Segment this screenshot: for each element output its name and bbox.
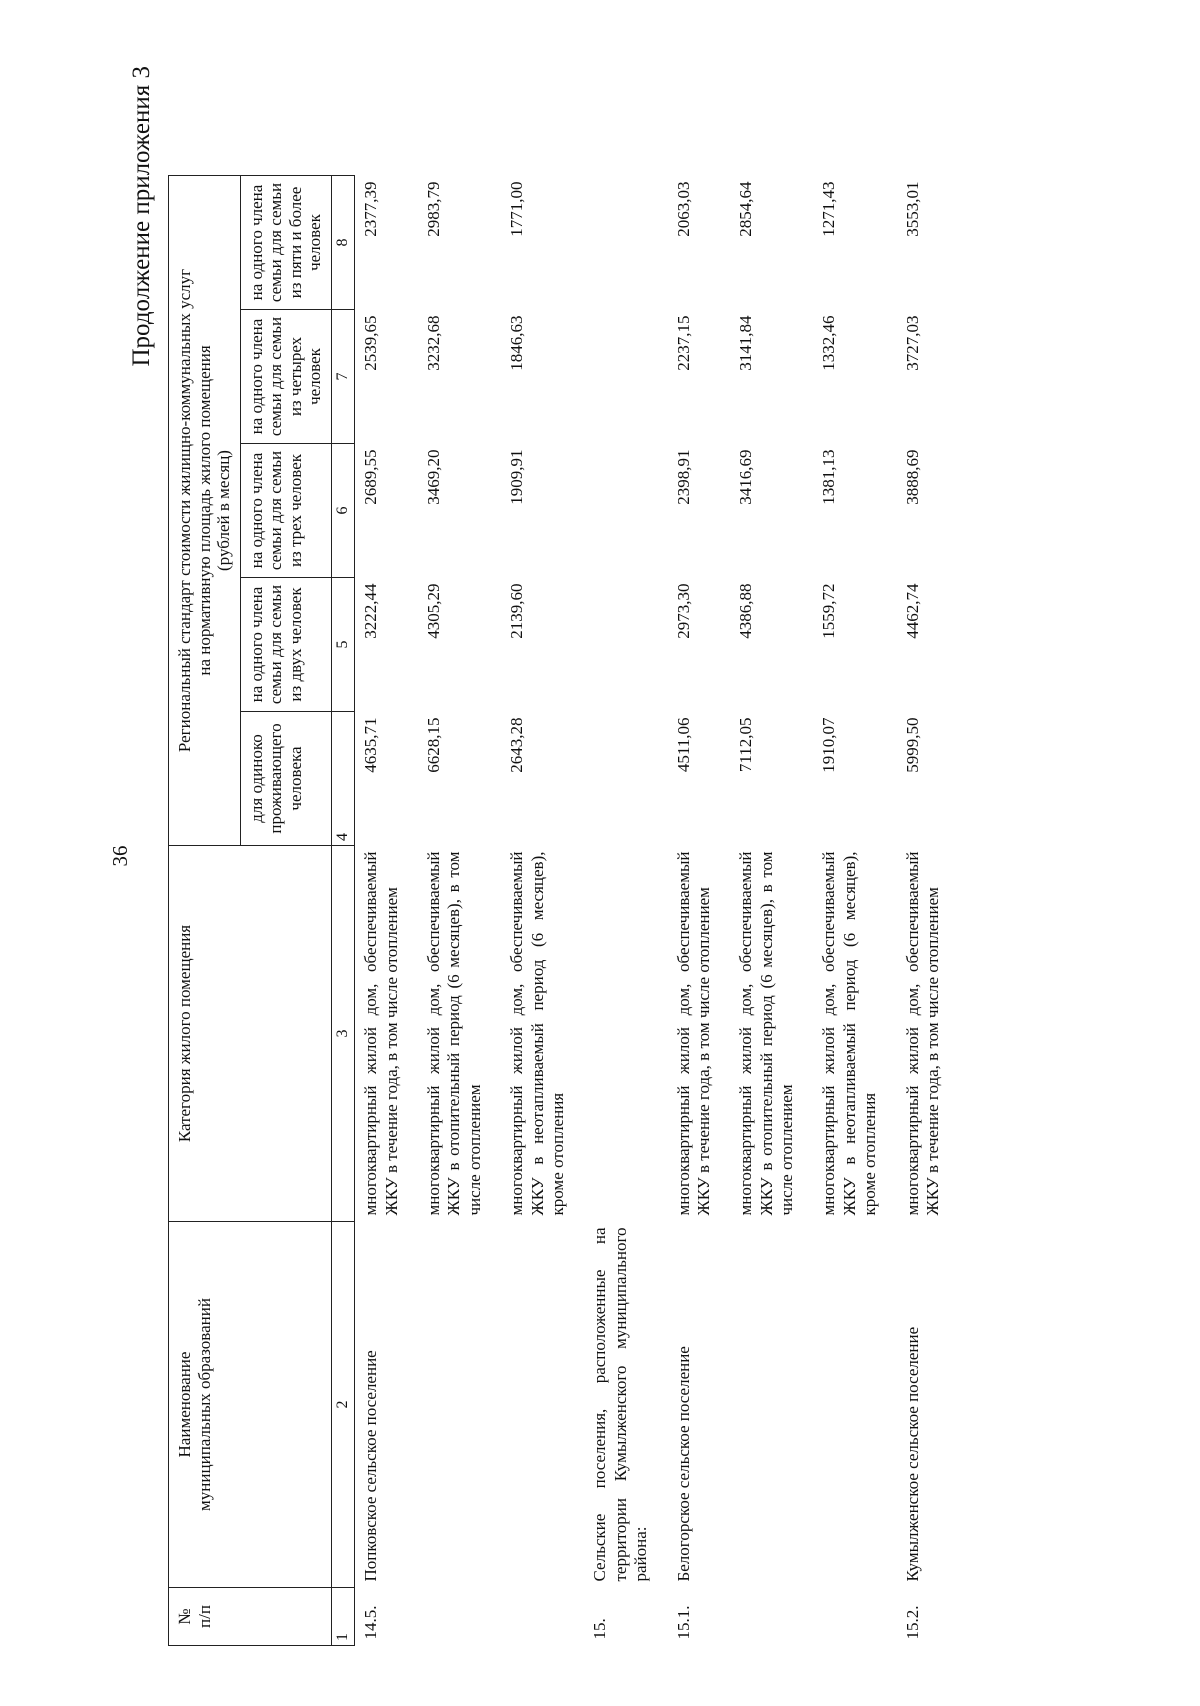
- row-number: [418, 1588, 501, 1646]
- housing-category: многоквартирный жилой дом, обеспечиваемый ЖКУ в отопительный период (6 месяцев), в том числе отоплением: [736, 851, 797, 1216]
- column-number-row: [331, 176, 354, 1646]
- value-single: 2643,28: [507, 717, 527, 773]
- row-number: [730, 1588, 813, 1646]
- row-number: [501, 1588, 584, 1646]
- value-family-4: 3727,03: [902, 315, 922, 371]
- value-family-4: 1332,46: [819, 315, 839, 371]
- municipality-name: Попковское сельское поселение: [361, 1350, 381, 1582]
- column-number: 8: [331, 176, 354, 310]
- value-family-5plus: 3553,01: [902, 181, 922, 237]
- municipality-name: Кумылженское сельское поселение: [902, 1326, 922, 1582]
- value-family-3: 3888,69: [902, 449, 922, 505]
- value-family-2: 3222,44: [361, 583, 381, 639]
- column-number: 2: [331, 1222, 354, 1588]
- table-row: [897, 176, 952, 1646]
- housing-category: [584, 846, 667, 1222]
- header-row-top: [169, 176, 241, 1646]
- housing-category: многоквартирный жилой дом, обеспечиваемый ЖКУ в отопительный период (6 месяцев), в том числе отоплением: [424, 851, 484, 1216]
- housing-category: многоквартирный жилой дом, обеспечиваемый ЖКУ в неотапливаемый период (6 месяцев), кроме отопления: [819, 851, 880, 1216]
- header-category: Категория жилого помещения: [169, 846, 332, 1222]
- column-number: 3: [331, 846, 354, 1222]
- header-family-5plus: на одного члена семьи для семьи из пяти и более человек: [240, 176, 331, 310]
- header-number: № п/п: [169, 1588, 332, 1646]
- value-family-3: 2689,55: [361, 449, 381, 505]
- value-family-3: 1909,91: [507, 449, 527, 505]
- value-family-4: 3141,84: [736, 315, 756, 371]
- table-row: [813, 176, 896, 1646]
- municipality-name: Белогорское сельское поселение: [673, 1346, 693, 1582]
- table-row: [355, 176, 418, 1646]
- header-family-2: на одного члена семьи для семьи из двух человек: [240, 578, 331, 712]
- table-row-section: [584, 176, 667, 1646]
- table-row: [501, 176, 584, 1646]
- value-family-4: 2539,65: [361, 315, 381, 371]
- value-family-4: 1846,63: [507, 315, 527, 371]
- municipality-name: [418, 1222, 501, 1588]
- header-family-4: на одного члена семьи для семьи из четырех человек: [240, 310, 331, 444]
- housing-category: многоквартирный жилой дом, обеспечиваемый ЖКУ в течение года, в том числе отоплением: [361, 851, 401, 1216]
- value-family-4: [584, 310, 667, 444]
- header-standard-group: Региональный стандарт стоимости жилищно-коммунальных услуг на нормативную площадь жилого помещения (рублей в месяц): [169, 176, 241, 846]
- column-number: 1: [331, 1588, 354, 1646]
- header-single: для одиноко проживающего человека: [240, 712, 331, 846]
- value-family-2: 4386,88: [736, 583, 756, 639]
- value-family-2: 4305,29: [424, 583, 443, 639]
- value-single: 4635,71: [361, 717, 381, 773]
- value-family-5plus: 2983,79: [424, 181, 443, 237]
- housing-category: многоквартирный жилой дом, обеспечиваемый ЖКУ в течение года, в том числе отоплением: [673, 851, 713, 1216]
- value-family-2: 4462,74: [902, 583, 922, 639]
- value-single: 7112,05: [736, 717, 756, 773]
- value-family-5plus: 2854,64: [736, 181, 756, 237]
- municipality-name: [730, 1222, 813, 1588]
- value-single: 5999,50: [902, 717, 922, 773]
- page-heading: Продолжение приложения 3: [128, 66, 155, 367]
- column-number: 5: [331, 578, 354, 712]
- value-family-4: 3232,68: [424, 315, 443, 371]
- housing-category: многоквартирный жилой дом, обеспечиваемый ЖКУ в неотапливаемый период (6 месяцев), кроме отопления: [507, 851, 567, 1216]
- table-row: [730, 176, 813, 1646]
- table-row: [668, 176, 731, 1646]
- value-family-2: 2139,60: [507, 583, 527, 639]
- value-family-3: 2398,91: [673, 449, 693, 505]
- table-row: [418, 176, 501, 1646]
- row-number: 15.2.: [902, 1605, 922, 1640]
- value-family-3: 3416,69: [736, 449, 756, 505]
- value-family-2: [584, 578, 667, 712]
- housing-cost-table: [168, 175, 951, 1646]
- value-family-3: [584, 444, 667, 578]
- row-number: 15.1.: [673, 1605, 693, 1640]
- column-number: 6: [331, 444, 354, 578]
- value-family-2: 1559,72: [819, 583, 839, 639]
- municipality-name: [501, 1222, 584, 1588]
- page-number: 36: [108, 845, 132, 867]
- value-family-5plus: 2377,39: [361, 181, 381, 237]
- value-family-5plus: 1771,00: [507, 181, 527, 237]
- value-family-5plus: [584, 176, 667, 310]
- value-family-3: 3469,20: [424, 449, 443, 505]
- value-single: [584, 712, 667, 846]
- value-family-3: 1381,13: [819, 449, 839, 505]
- value-family-4: 2237,15: [673, 315, 693, 371]
- value-family-5plus: 2063,03: [673, 181, 693, 237]
- header-family-3: на одного члена семьи для семьи из трех человек: [240, 444, 331, 578]
- column-number: 7: [331, 310, 354, 444]
- value-family-5plus: 1271,43: [819, 181, 839, 237]
- column-number: 4: [331, 712, 354, 846]
- row-number: 14.5.: [361, 1605, 381, 1640]
- value-single: 6628,15: [424, 717, 443, 773]
- header-municipality: Наименование муниципальных образований: [169, 1222, 332, 1588]
- housing-category: многоквартирный жилой дом, обеспечиваемый ЖКУ в течение года, в том числе отоплением: [902, 851, 943, 1216]
- municipality-name: [813, 1222, 896, 1588]
- row-number: [813, 1588, 896, 1646]
- value-single: 4511,06: [673, 717, 693, 773]
- section-title: Сельские поселения, расположенные на территории Кумылженского муниципального района:: [590, 1227, 651, 1582]
- value-family-2: 2973,30: [673, 583, 693, 639]
- row-number: 15.: [590, 1618, 610, 1640]
- value-single: 1910,07: [819, 717, 839, 773]
